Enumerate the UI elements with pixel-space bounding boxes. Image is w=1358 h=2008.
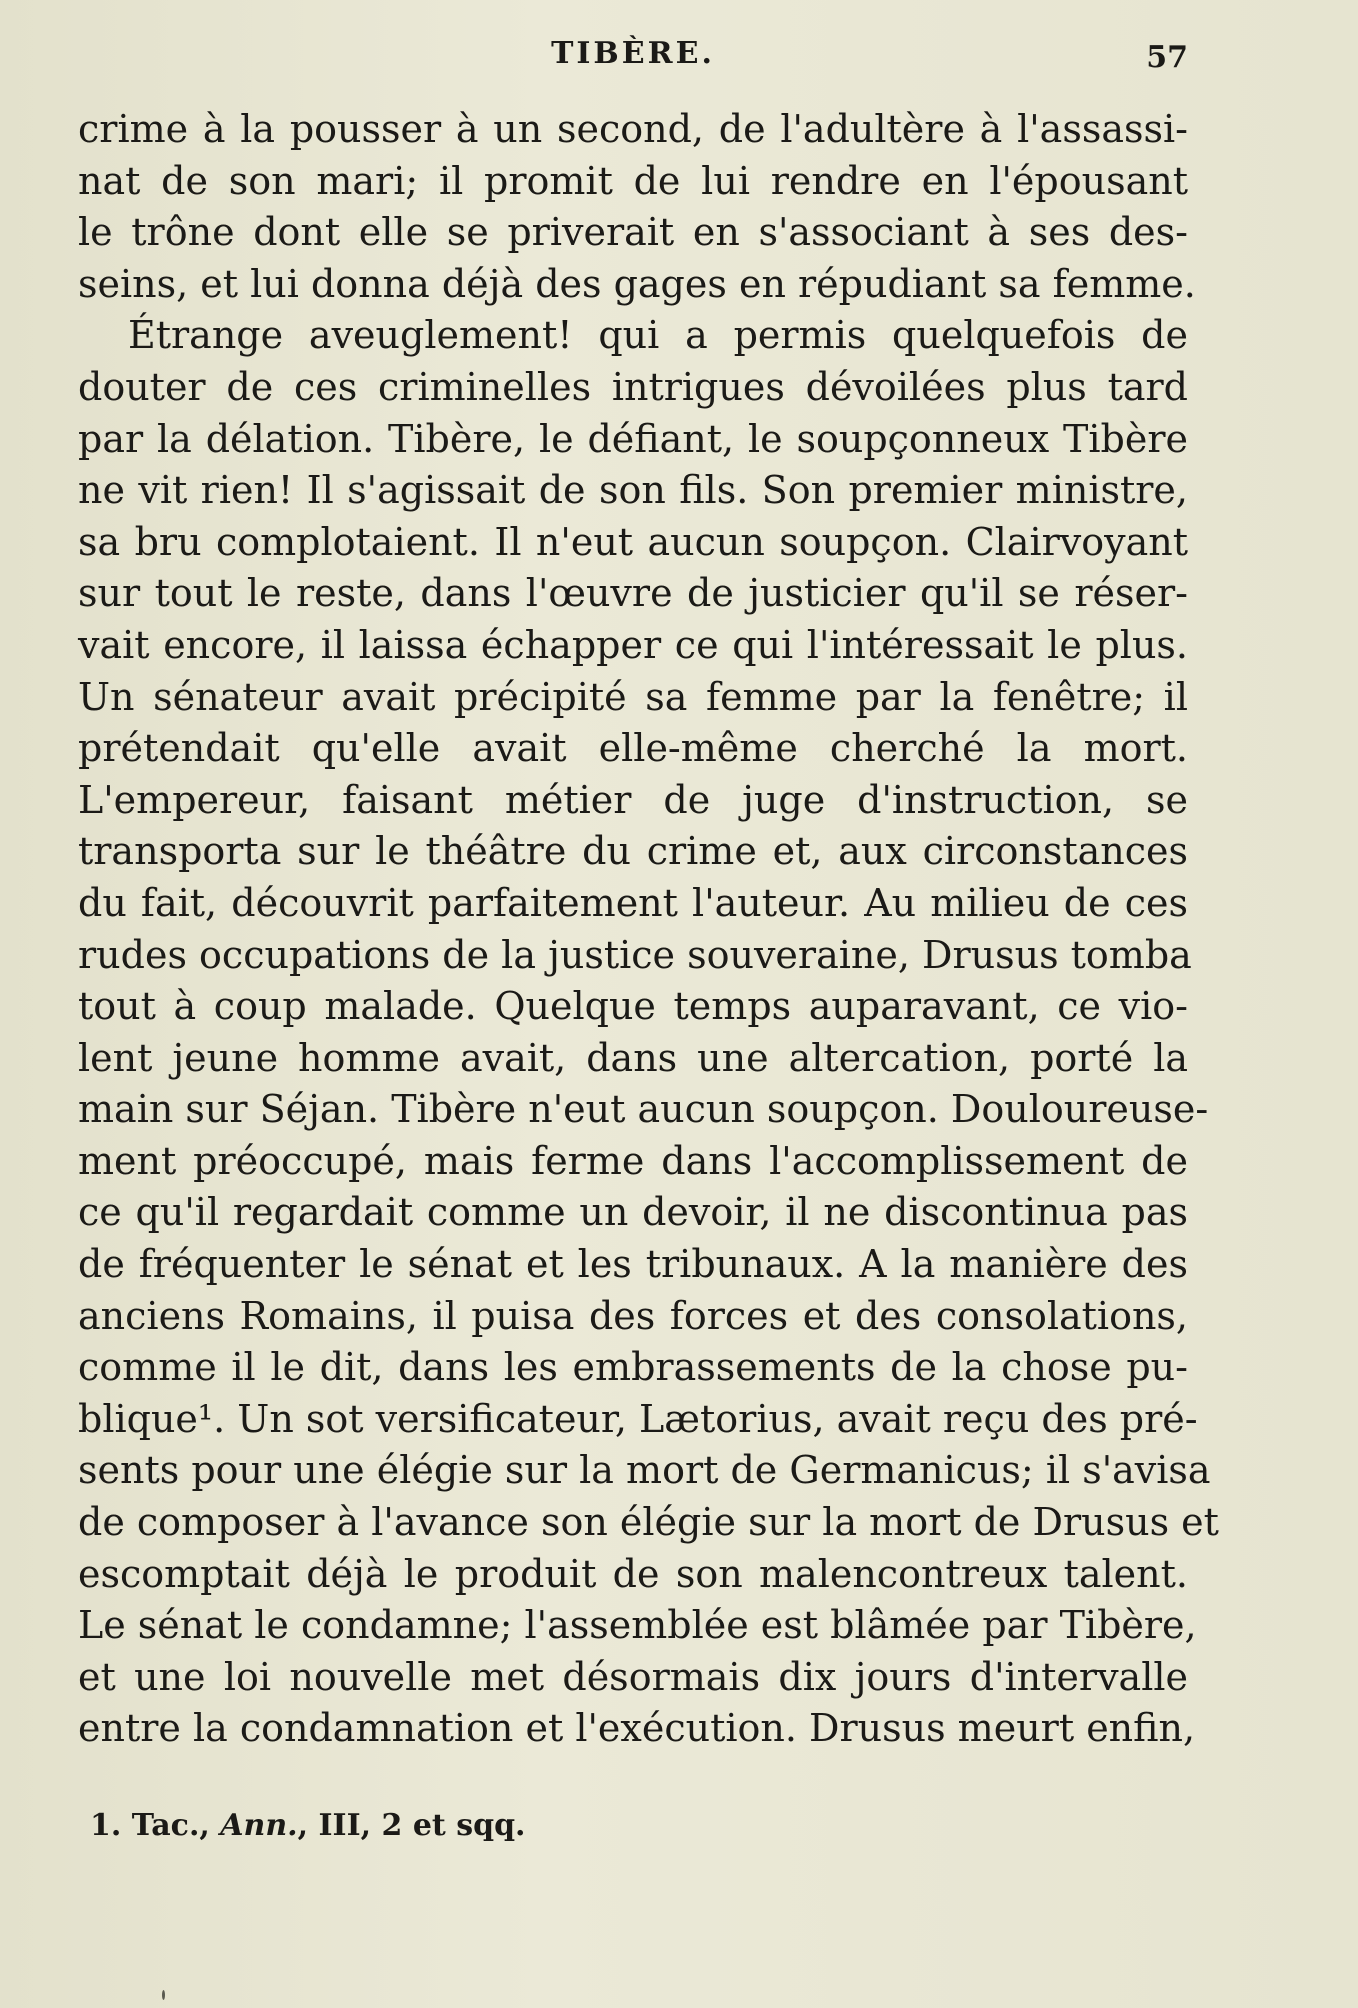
body-text	[78, 104, 1219, 1755]
text-line: vait encore, il laissa échapper ce qui l'intéressait le plus.	[78, 622, 1188, 667]
page-number: 57	[1146, 40, 1188, 75]
text-line: escomptait déjà le produit de son malencontreux talent.	[78, 1551, 1188, 1596]
running-title: TIBÈRE.	[551, 36, 715, 71]
text-line: lent jeune homme avait, dans une altercation, porté la	[78, 1035, 1188, 1080]
text-line: de composer à l'avance son élégie sur la mort de Drusus et	[78, 1500, 1219, 1545]
footnote	[90, 1808, 526, 1843]
text-line: blique¹. Un sot versificateur, Lætorius, avait reçu des pré-	[78, 1396, 1198, 1441]
text-line: ne vit rien! Il s'agissait de son fils. Son premier ministre,	[78, 468, 1188, 513]
text-line: du fait, découvrit parfaitement l'auteur. Au milieu de ces	[78, 880, 1188, 925]
text-line: tout à coup malade. Quelque temps auparavant, ce vio-	[78, 984, 1188, 1029]
text-line: prétendait qu'elle avait elle-même cherché la mort.	[78, 726, 1188, 771]
text-line: par la délation. Tibère, le défiant, le soupçonneux Tibère	[78, 416, 1188, 461]
text-line: L'empereur, faisant métier de juge d'instruction, se	[78, 777, 1188, 822]
text-line: sur tout le reste, dans l'œuvre de justicier qu'il se réser-	[78, 571, 1188, 616]
footnote-work-title: Ann.	[220, 1808, 298, 1843]
text-line: le trône dont elle se priverait en s'associant à ses des-	[78, 210, 1188, 255]
footnote-source: Tac.,	[131, 1808, 210, 1843]
text-line: transporta sur le théâtre du crime et, aux circonstances	[78, 829, 1188, 874]
footnote-marker: 1.	[90, 1808, 122, 1843]
text-line: Étrange aveuglement! qui a permis quelquefois de	[128, 313, 1188, 358]
text-line: anciens Romains, il puisa des forces et des consolations,	[78, 1293, 1188, 1338]
text-line: comme il le dit, dans les embrassements de la chose pu-	[78, 1345, 1188, 1390]
text-line: rudes occupations de la justice souveraine, Drusus tomba	[78, 932, 1192, 977]
text-line: Le sénat le condamne; l'assemblée est blâmée par Tibère,	[78, 1603, 1197, 1648]
text-line: ment préoccupé, mais ferme dans l'accomplissement de	[78, 1138, 1188, 1183]
text-line: sa bru complotaient. Il n'eut aucun soupçon. Clairvoyant	[78, 519, 1188, 564]
text-line: entre la condamnation et l'exécution. Drusus meurt enfin,	[78, 1706, 1196, 1751]
text-line: seins, et lui donna déjà des gages en répudiant sa femme.	[78, 261, 1196, 306]
text-line: sents pour une élégie sur la mort de Germanicus; il s'avisa	[78, 1448, 1211, 1493]
text-line: de fréquenter le sénat et les tribunaux. A la manière des	[78, 1242, 1188, 1287]
paper-speck	[162, 1990, 165, 2000]
running-head	[78, 32, 1188, 82]
text-line: main sur Séjan. Tibère n'eut aucun soupçon. Douloureuse-	[78, 1087, 1209, 1132]
text-line: crime à la pousser à un second, de l'adultère à l'assassi-	[78, 107, 1188, 151]
text-line: ce qu'il regardait comme un devoir, il ne discontinua pas	[78, 1190, 1188, 1235]
text-line: et une loi nouvelle met désormais dix jours d'intervalle	[78, 1654, 1188, 1699]
text-line: Un sénateur avait précipité sa femme par la fenêtre; il	[78, 674, 1188, 719]
footnote-reference: , III, 2 et sqq.	[297, 1808, 526, 1843]
text-line: douter de ces criminelles intrigues dévoilées plus tard	[78, 364, 1188, 409]
text-line: nat de son mari; il promit de lui rendre en l'épousant	[78, 158, 1188, 203]
